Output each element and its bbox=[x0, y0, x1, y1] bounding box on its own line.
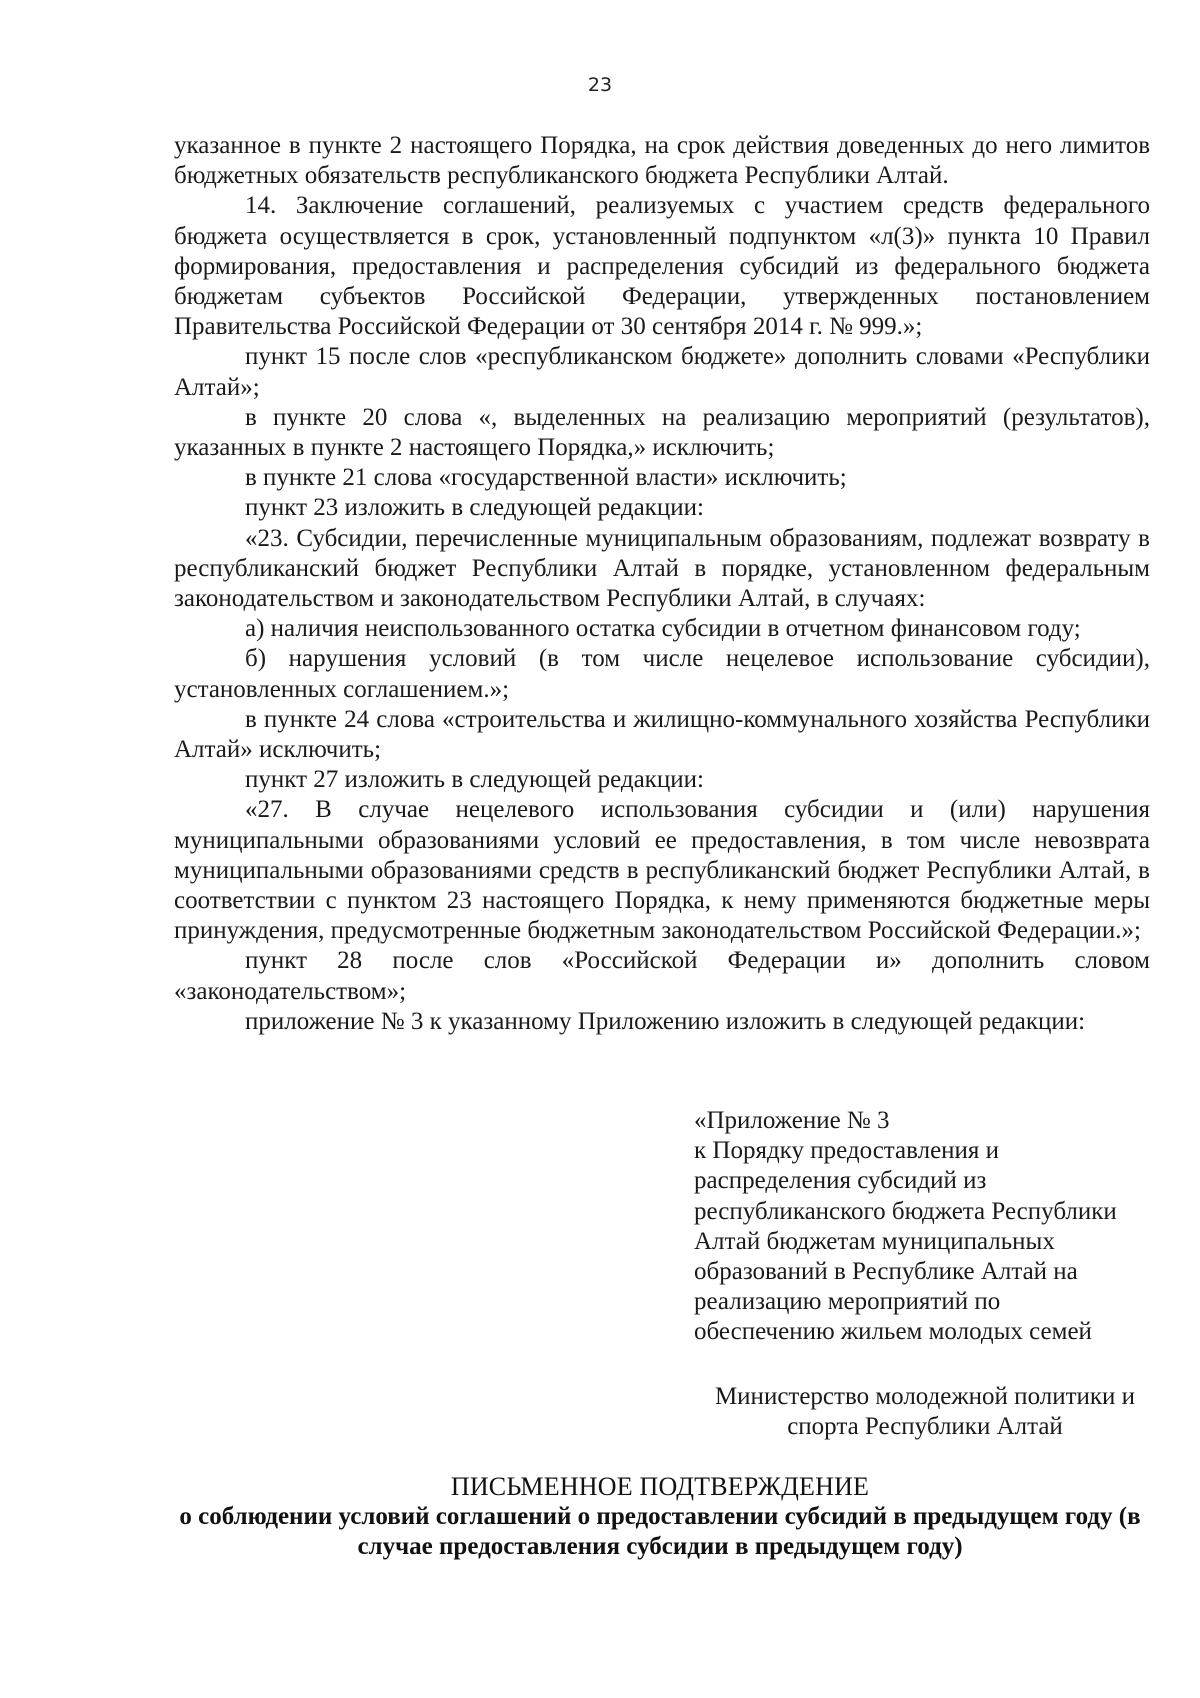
appendix-line: реализацию мероприятий по bbox=[694, 1288, 1001, 1316]
page-number: 23 bbox=[587, 74, 613, 96]
paragraph: пункт 27 изложить в следующей редакции: bbox=[245, 766, 704, 794]
paragraph: пункт 28 после слов «Российской Федерации и» дополнить словом «законодательством»; bbox=[174, 947, 1150, 1005]
ministry-line: Министерство молодежной политики и bbox=[714, 1383, 1136, 1410]
appendix-line: распределения субсидий из bbox=[694, 1167, 987, 1195]
paragraph: в пункте 20 слова «, выделенных на реализацию мероприятий (результатов), указанных в пункте 2 настоящего Порядка,» исключить; bbox=[174, 403, 1150, 462]
appendix-line: обеспечению жильем молодых семей bbox=[694, 1318, 1092, 1346]
ministry-line: спорта Республики Алтай bbox=[787, 1413, 1063, 1441]
appendix-line: образований в Республике Алтай на bbox=[694, 1258, 1078, 1286]
appendix-line: республиканского бюджета Республики bbox=[694, 1197, 1117, 1225]
appendix-line: к Порядку предоставления и bbox=[694, 1137, 1000, 1165]
paragraph: указанное в пункте 2 настоящего Порядка, на срок действия доведенных до него лимитов бюджетных обязательств республиканского бюджета Республики Алтай. bbox=[174, 132, 1150, 190]
paragraph: б) нарушения условий (в том числе нецелевое использование субсидии), установленных соглашением.»; bbox=[174, 645, 1150, 703]
paragraph: в пункте 24 слова «строительства и жилищно-коммунального хозяйства Республики Алтай» исключить; bbox=[174, 705, 1150, 764]
ministry-addressee bbox=[690, 1382, 1160, 1442]
appendix-header-block bbox=[694, 1106, 1164, 1348]
appendix-line: «Приложение № 3 bbox=[694, 1107, 890, 1134]
paragraph: приложение № 3 к указанному Приложению изложить в следующей редакции: bbox=[245, 1007, 1086, 1035]
paragraph: 14. Заключение соглашений, реализуемых с участием средств федерального бюджета осуществляется в срок, установленный подпунктом «л(3)» пункта 10 Правил формирования, предоставления и распределения субсидий из федерального бюджета бюджетам субъектов Российской Федерации, утвержденных постановлением Правительства Российской Федерации от 30 сентября 2014 г. № 999.»; bbox=[174, 192, 1150, 341]
paragraph: в пункте 21 слова «государственной власти» исключить; bbox=[245, 464, 847, 492]
heading-subtitle: о соблюдении условий соглашений о предоставлении субсидий в предыдущем году (в случае предоставления субсидии в предыдущем году) bbox=[179, 1503, 1141, 1560]
appendix-line: Алтай бюджетам муниципальных bbox=[694, 1227, 1055, 1255]
document-heading bbox=[160, 1472, 1160, 1562]
paragraph: а) наличия неиспользованного остатка субсидии в отчетном финансовом году; bbox=[245, 615, 1081, 643]
paragraph: пункт 23 изложить в следующей редакции: bbox=[245, 494, 704, 522]
paragraph: «23. Субсидии, перечисленные муниципальным образованиям, подлежат возврату в республиканский бюджет Республики Алтай в порядке, установленном федеральным законодательством и законодательством Республики Алтай, в случаях: bbox=[174, 524, 1150, 613]
paragraph: пункт 15 после слов «республиканском бюджете» дополнить словами «Республики Алтай»; bbox=[174, 343, 1150, 401]
body-text bbox=[174, 131, 1150, 1037]
paragraph: «27. В случае нецелевого использования субсидии и (или) нарушения муниципальными образованиями условий ее предоставления, в том числе невозврата муниципальными образованиями средств в республиканский бюджет Республики Алтай, в соответствии с пунктом 23 настоящего Порядка, к нему применяются бюджетные меры принуждения, предусмотренные бюджетным законодательством Российской Федерации.»; bbox=[174, 796, 1150, 945]
heading-title: ПИСЬМЕННОЕ ПОДТВЕРЖДЕНИЕ bbox=[450, 1472, 870, 1501]
